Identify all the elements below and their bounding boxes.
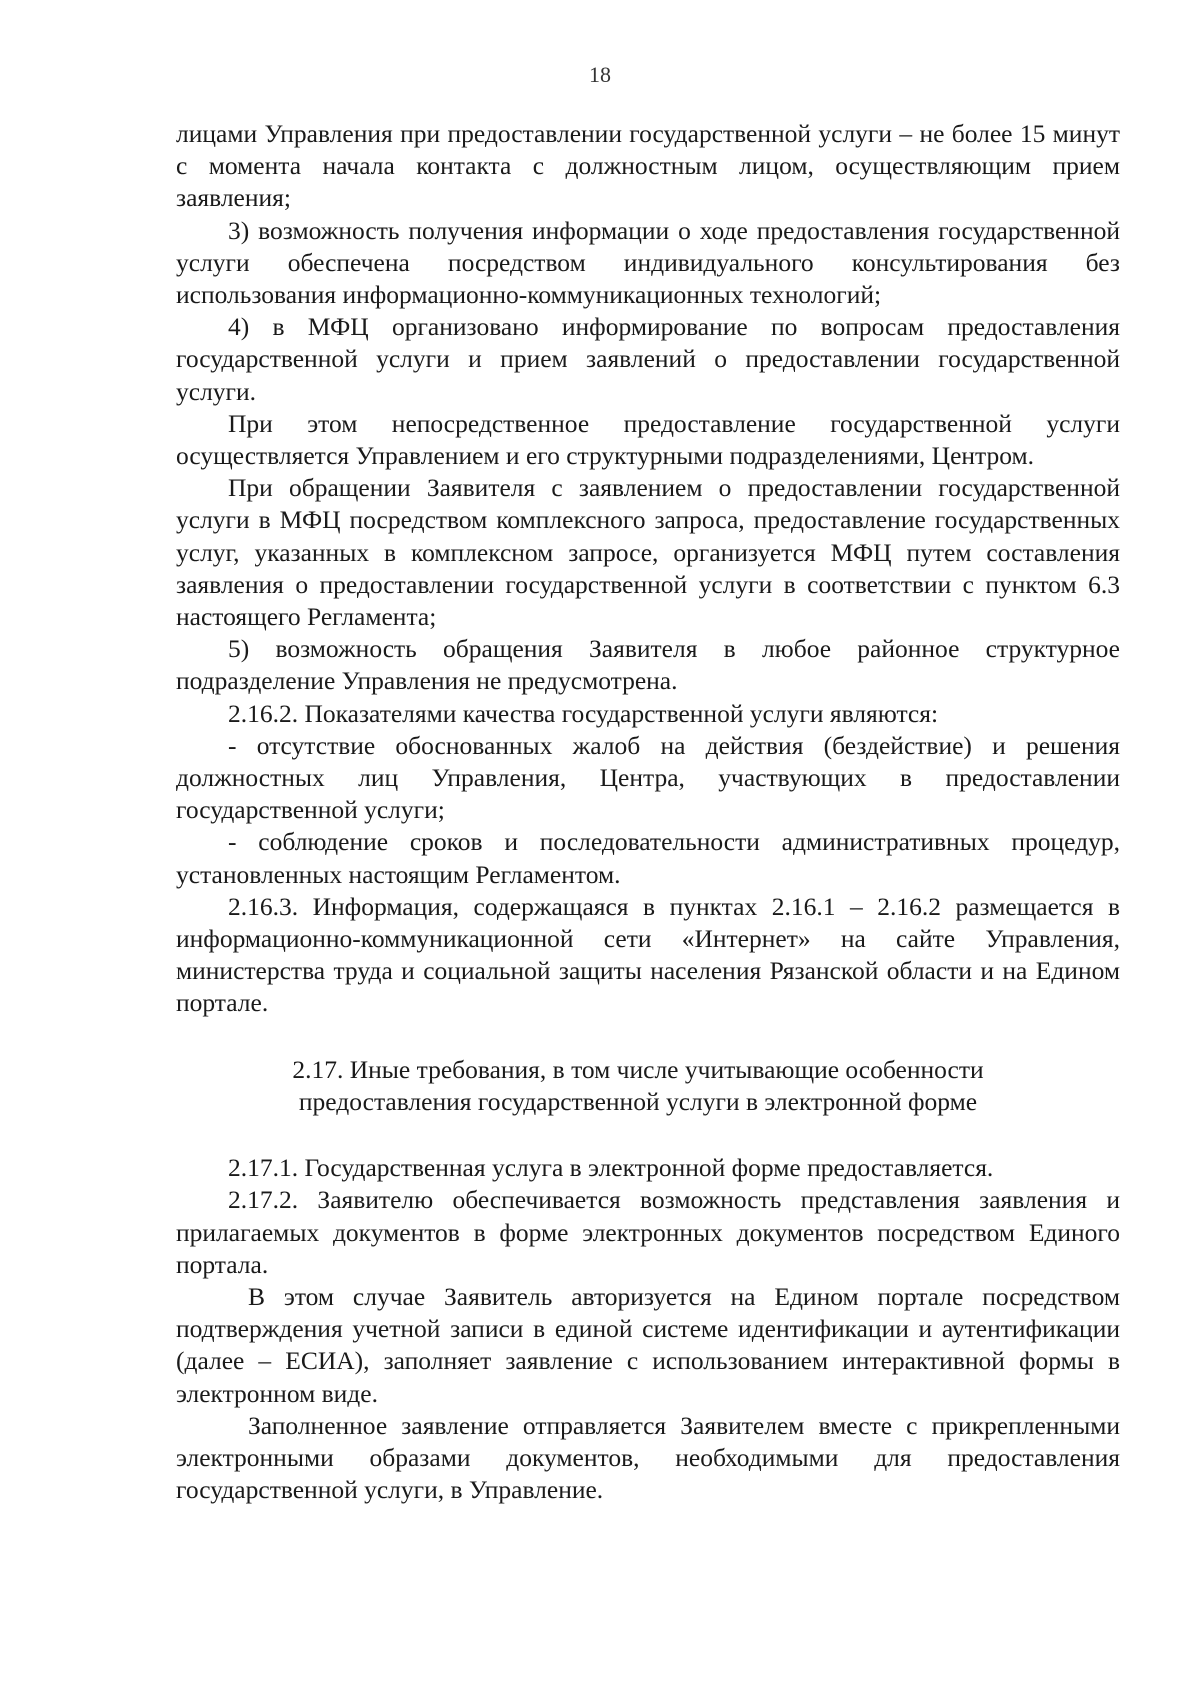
paragraph-2-16-3: 2.16.3. Информация, содержащаяся в пунктах 2.16.1 – 2.16.2 размещается в информационно-коммуникационной сети «Интернет» на сайте Управления, министерства труда и социальной защиты населения Рязанской области и на Едином портале. (176, 891, 1120, 1018)
paragraph-direct-provision: При этом непосредственное предоставление государственной услуги осуществляется Управлением и его структурными подразделениями, Центром. (176, 408, 1120, 471)
paragraph-item-4: 4) в МФЦ организовано информирование по вопросам предоставления государственной услуги и прием заявлений о предоставлении государственной услуги. (176, 312, 1120, 406)
paragraph-esia: В этом случае Заявитель авторизуется на Едином портале посредством подтверждения учетной записи в единой системе идентификации и аутентификации (далее – ЕСИА), заполняет заявление с использованием интерактивной формы в электронном виде. (176, 1281, 1120, 1408)
paragraph-submission: Заполненное заявление отправляется Заявителем вместе с прикрепленными электронными образами документов, необходимыми для предоставления государственной услуги, в Управление. (176, 1410, 1120, 1505)
paragraph-deadlines: - соблюдение сроков и последовательности административных процедур, установленных настоящим Регламентом. (176, 827, 1120, 889)
paragraph-2-17-2: 2.17.2. Заявителю обеспечивается возможность представления заявления и прилагаемых документов в форме электронных документов посредством Единого портала. (176, 1185, 1120, 1279)
paragraph-complex-request: При обращении Заявителя с заявлением о предоставлении государственной услуги в МФЦ посредством комплексного запроса, предоставление государственных услуг, указанных в комплексном запросе, организуется МФЦ путем составления заявления о предоставлении государственной услуги в соответствии с пунктом 6.3 настоящего Регламента; (176, 473, 1120, 632)
paragraph-item-3: 3) возможность получения информации о ходе предоставления государственной услуги обеспечена посредством индивидуального консультирования без использования информационно-коммуникационных технологий; (176, 215, 1120, 310)
paragraph-2-16-2: 2.16.2. Показателями качества государственной услуги являются: (228, 698, 939, 728)
paragraph-complaints: - отсутствие обоснованных жалоб на действия (бездействие) и решения должностных лиц Управления, Центра, участвующих в предоставлении государственной услуги; (176, 730, 1120, 825)
paragraph-continuation: лицами Управления при предоставлении государственной услуги – не более 15 минут с момента начала контакта с должностным лицом, осуществляющим прием заявления; (176, 119, 1120, 213)
paragraph-item-5: 5) возможность обращения Заявителя в любое районное структурное подразделение Управления не предусмотрена. (176, 634, 1120, 696)
paragraph-2-17-1: 2.17.1. Государственная услуга в электронной форме предоставляется. (228, 1153, 994, 1183)
page-number: 18 (589, 62, 611, 87)
document-body (176, 118, 1120, 1506)
section-heading-2-17: 2.17. Иные требования, в том числе учитывающие особенности предоставления государственной услуги в электронной форме (292, 1054, 984, 1116)
